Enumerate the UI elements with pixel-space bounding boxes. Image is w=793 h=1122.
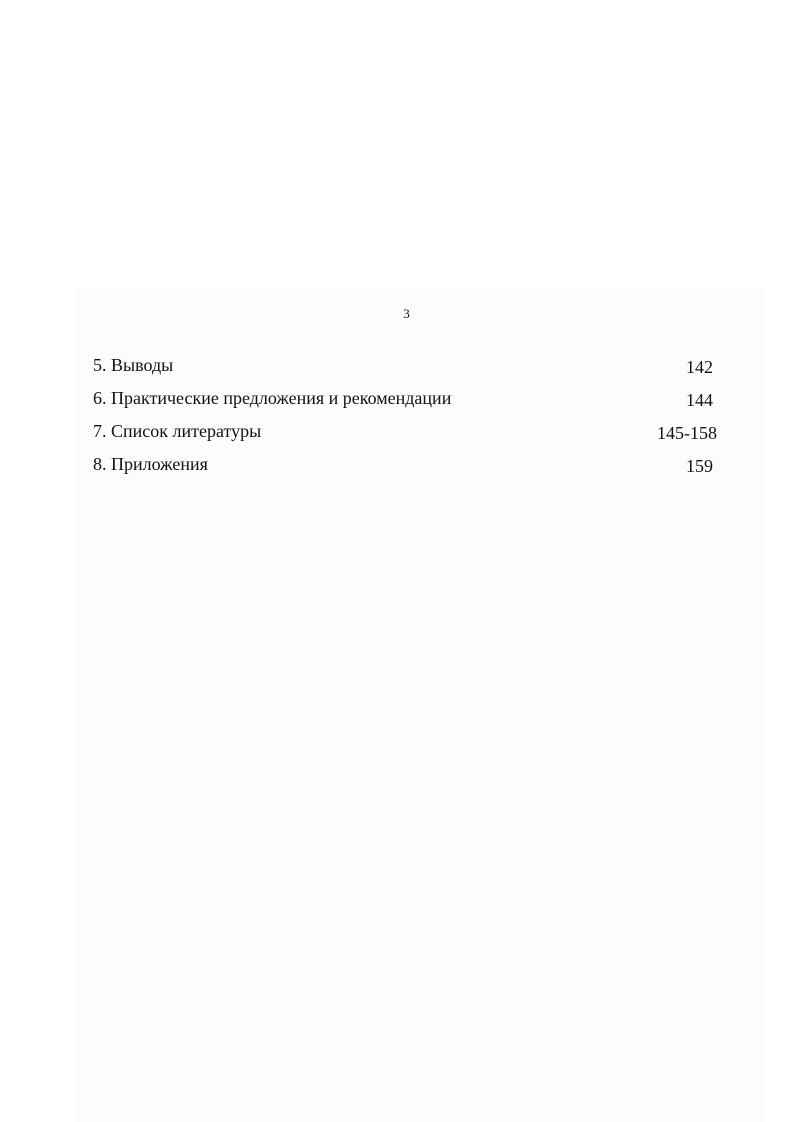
toc-item-title: 6. Практические предложения и рекомендации [93,388,452,408]
toc-item-title: 5. Выводы [93,355,174,375]
toc-item-title: 8. Приложения [93,454,208,474]
page-number: 3 [403,306,410,321]
toc-item-appendices [93,449,717,482]
toc-item-page: 145-158 [657,423,717,443]
toc-item-recommendations [93,383,717,416]
toc-item-conclusions [93,350,717,383]
table-of-contents [93,350,717,482]
toc-item-page: 159 [686,456,713,476]
toc-item-title: 7. Список литературы [93,421,262,441]
toc-item-page: 144 [686,390,713,410]
toc-item-bibliography [93,416,717,449]
toc-item-page: 142 [686,357,713,377]
